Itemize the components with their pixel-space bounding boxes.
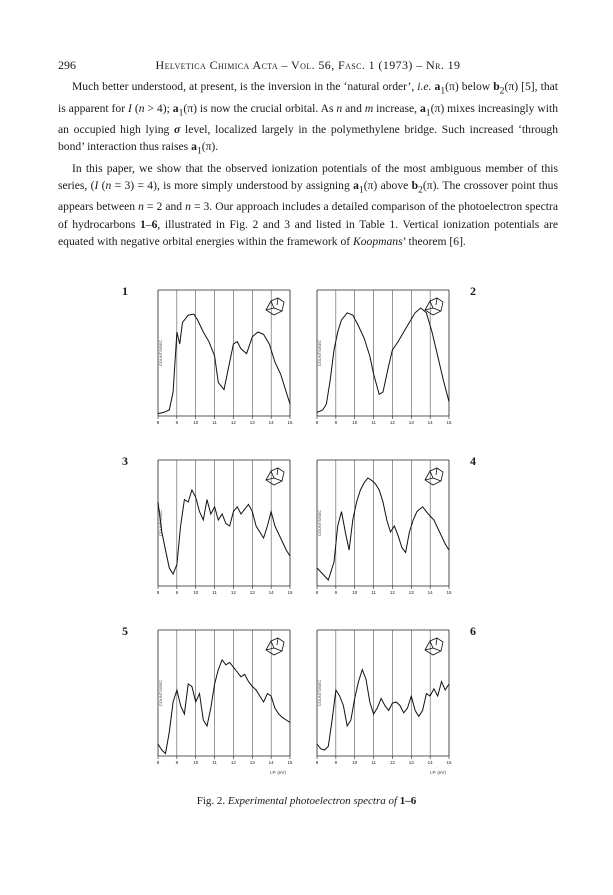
p1-seg-1: i.e. [417, 80, 432, 93]
x-tick-label: 9 [175, 420, 179, 425]
spectrum-panel-4 [311, 454, 461, 596]
spectrum-panel-5 [152, 624, 302, 766]
molecule-structure-icon [266, 298, 284, 315]
spectrum-line [158, 314, 290, 414]
x-tick-label: 12 [389, 420, 395, 425]
x-tick-label: 10 [193, 420, 199, 425]
spectrum-plot-6 [311, 624, 461, 766]
running-head: Helvetica Chimica Acta – Vol. 56, Fasc. 1 (1973) – Nr. 19 [155, 58, 461, 72]
x-tick-label: 15 [287, 760, 293, 765]
p2-seg-0: In this paper, we show that the observed ionization potentials of the most ambiguous member of this series, ( [58, 161, 558, 192]
spectrum-plot-3 [152, 454, 302, 596]
spectrum-line [158, 490, 290, 574]
caption-prefix: Fig. 2. [196, 795, 228, 807]
x-tick-label: 10 [352, 590, 358, 595]
x-tick-label: 15 [446, 420, 452, 425]
p1-seg-26: 1 [196, 145, 202, 157]
panel-label-6: 6 [470, 624, 476, 638]
molecule-ring [266, 468, 284, 485]
x-tick-label: 8 [315, 420, 319, 425]
p2-seg-3: n [105, 178, 112, 192]
p1-seg-13: a [172, 101, 179, 115]
p1-seg-5: (π) below [445, 80, 494, 93]
x-tick-label: 9 [334, 590, 338, 595]
p1-seg-18: m [364, 101, 374, 115]
x-tick-label: 12 [389, 760, 395, 765]
p1-seg-14: 1 [178, 106, 184, 118]
spectrum-panel-3 [152, 454, 302, 596]
p2-seg-5: a [353, 178, 359, 192]
molecule-structure-icon [425, 468, 443, 485]
spectrum-panel-6 [311, 624, 461, 766]
p1-seg-17: and [342, 101, 365, 115]
molecule-structure-icon [425, 298, 443, 315]
x-tick-label: 14 [427, 760, 433, 765]
p2-seg-13: n [185, 200, 191, 214]
p1-seg-3: a [434, 80, 441, 93]
p2-seg-20: ’ theorem [6]. [402, 234, 466, 248]
spectrum-line [317, 308, 449, 412]
p1-seg-22: (π) mixes increasingly with an occupied high lying [58, 101, 559, 137]
p1-seg-11: n [138, 101, 145, 115]
x-tick-label: 13 [249, 590, 255, 595]
x-tick-label: 10 [193, 760, 199, 765]
spectrum-line [317, 478, 449, 580]
x-tick-label: 15 [446, 590, 452, 595]
p2-seg-16: – [145, 217, 152, 231]
molecule-bond [277, 638, 278, 645]
p1-seg-25: a [191, 140, 197, 154]
paragraph-2 [58, 160, 558, 250]
y-axis-label: COUNTS/SEC [158, 679, 163, 707]
p1-seg-27: (π). [201, 140, 219, 154]
x-tick-label: 13 [408, 760, 414, 765]
y-axis-label: COUNTS/SEC [158, 509, 163, 537]
x-tick-label: 10 [352, 420, 358, 425]
x-tick-label: 9 [175, 760, 179, 765]
p1-seg-9: I [128, 101, 132, 115]
molecule-ring [425, 468, 443, 485]
x-tick-label: 11 [371, 760, 376, 765]
molecule-structure-icon [266, 468, 284, 485]
spectrum-line [158, 660, 290, 754]
p2-seg-2: ( [98, 178, 106, 192]
spectrum-plot-1 [152, 284, 302, 426]
p2-seg-7: (π) above [363, 178, 412, 192]
y-axis-label: COUNTS/SEC [317, 679, 322, 707]
p1-seg-21: 1 [425, 106, 431, 118]
body-text [58, 78, 558, 250]
p2-seg-6: 1 [358, 184, 364, 196]
molecule-ring [266, 638, 284, 655]
p1-seg-12: > 4); [144, 101, 173, 115]
p2-seg-10: (π). The crossover point thus appears between [58, 178, 558, 214]
panel-label-5: 5 [122, 624, 128, 638]
p2-seg-1: I [94, 178, 99, 192]
p1-seg-6: b [493, 80, 500, 93]
x-tick-label: 12 [230, 760, 236, 765]
p1-seg-16: n [336, 101, 343, 115]
x-tick-label: 8 [315, 760, 319, 765]
x-tick-label: 13 [408, 420, 414, 425]
p2-seg-12: = 2 and [143, 200, 186, 214]
x-axis-unit-left: I.P. (eV) [270, 770, 286, 775]
x-tick-label: 15 [287, 420, 293, 425]
x-axis-unit-right: I.P. (eV) [430, 770, 446, 775]
p2-seg-9: 2 [418, 184, 423, 196]
spectrum-line [317, 670, 449, 750]
molecule-bond [436, 638, 437, 645]
caption-italic: Experimental photoelectron spectra of [227, 795, 400, 807]
y-axis-label: COUNTS/SEC [158, 339, 163, 367]
x-tick-label: 13 [249, 760, 255, 765]
spectra-figure [0, 276, 613, 796]
figure-caption [0, 795, 613, 807]
molecule-bond [436, 468, 437, 475]
x-tick-label: 15 [287, 590, 293, 595]
p1-seg-0: Much better understood, at present, is the inversion in the ‘natural order’, [72, 80, 418, 93]
p1-seg-7: 2 [499, 85, 505, 97]
x-tick-label: 8 [156, 420, 160, 425]
molecule-ring [425, 298, 443, 315]
molecule-structure-icon [266, 638, 284, 655]
p2-seg-11: n [138, 200, 144, 214]
page-number: 296 [58, 58, 76, 72]
x-tick-label: 14 [427, 590, 433, 595]
x-tick-label: 10 [352, 760, 358, 765]
x-tick-label: 14 [268, 420, 274, 425]
x-tick-label: 10 [193, 590, 199, 595]
x-tick-label: 14 [268, 590, 274, 595]
spectrum-panel-1 [152, 284, 302, 426]
x-tick-label: 9 [334, 760, 338, 765]
spectrum-plot-4 [311, 454, 461, 596]
x-tick-label: 11 [212, 760, 217, 765]
p1-seg-20: a [420, 101, 426, 115]
panel-label-1: 1 [122, 284, 128, 298]
p2-seg-15: 1 [140, 217, 146, 231]
caption-bold: 1–6 [399, 795, 417, 807]
x-tick-label: 12 [389, 590, 395, 595]
x-tick-label: 15 [446, 760, 452, 765]
p2-seg-18: , illustrated in Fig. 2 and 3 and listed in Table 1. Vertical ionization potentials are equated with negative orbital energies within the framework of [58, 217, 558, 248]
molecule-bond [277, 468, 278, 475]
molecule-ring [425, 638, 443, 655]
p1-seg-23: σ [174, 123, 181, 137]
p2-seg-19: Koopmans [353, 234, 403, 248]
p1-seg-24: level, localized largely in the polymethylene bridge. Such increased ‘through bond’ interaction thus raises [58, 123, 559, 154]
x-tick-label: 8 [156, 590, 160, 595]
spectrum-plot-2 [311, 284, 461, 426]
x-tick-label: 11 [212, 590, 217, 595]
y-axis-label: COUNTS/SEC [317, 339, 322, 367]
panel-label-4: 4 [470, 454, 476, 468]
p1-seg-19: increase, [373, 101, 420, 115]
x-tick-label: 14 [268, 760, 274, 765]
molecule-bond [436, 298, 437, 305]
x-tick-label: 8 [156, 760, 160, 765]
x-tick-label: 9 [175, 590, 179, 595]
p1-seg-4: 1 [440, 85, 446, 97]
molecule-bond [277, 298, 278, 305]
p1-seg-8: (π) [5], that is apparent for [58, 80, 559, 115]
x-tick-label: 11 [371, 420, 376, 425]
p2-seg-8: b [411, 178, 419, 192]
molecule-ring [266, 298, 284, 315]
p1-seg-15: (π) is now the crucial orbital. As [183, 101, 337, 115]
p2-seg-17: 6 [151, 217, 158, 231]
x-tick-label: 9 [334, 420, 338, 425]
p2-seg-14: = 3. Our approach includes a detailed comparison of the photoelectron spectra of hydrocarbons [58, 200, 559, 231]
x-tick-label: 12 [230, 590, 236, 595]
x-tick-label: 14 [427, 420, 433, 425]
x-tick-label: 11 [212, 420, 217, 425]
panel-label-2: 2 [470, 284, 476, 298]
spectrum-panel-2 [311, 284, 461, 426]
spectrum-plot-5 [152, 624, 302, 766]
panel-label-3: 3 [122, 454, 128, 468]
x-tick-label: 13 [408, 590, 414, 595]
x-tick-label: 12 [230, 420, 236, 425]
p1-seg-10: ( [131, 101, 139, 115]
x-tick-label: 13 [249, 420, 255, 425]
y-axis-label: COUNTS/SEC [317, 509, 322, 537]
x-tick-label: 11 [371, 590, 376, 595]
p2-seg-4: = 3) = 4), is more simply understood by assigning [111, 178, 354, 192]
molecule-structure-icon [425, 638, 443, 655]
paragraph-1 [58, 78, 558, 160]
page-header [58, 58, 558, 74]
x-tick-label: 8 [315, 590, 319, 595]
